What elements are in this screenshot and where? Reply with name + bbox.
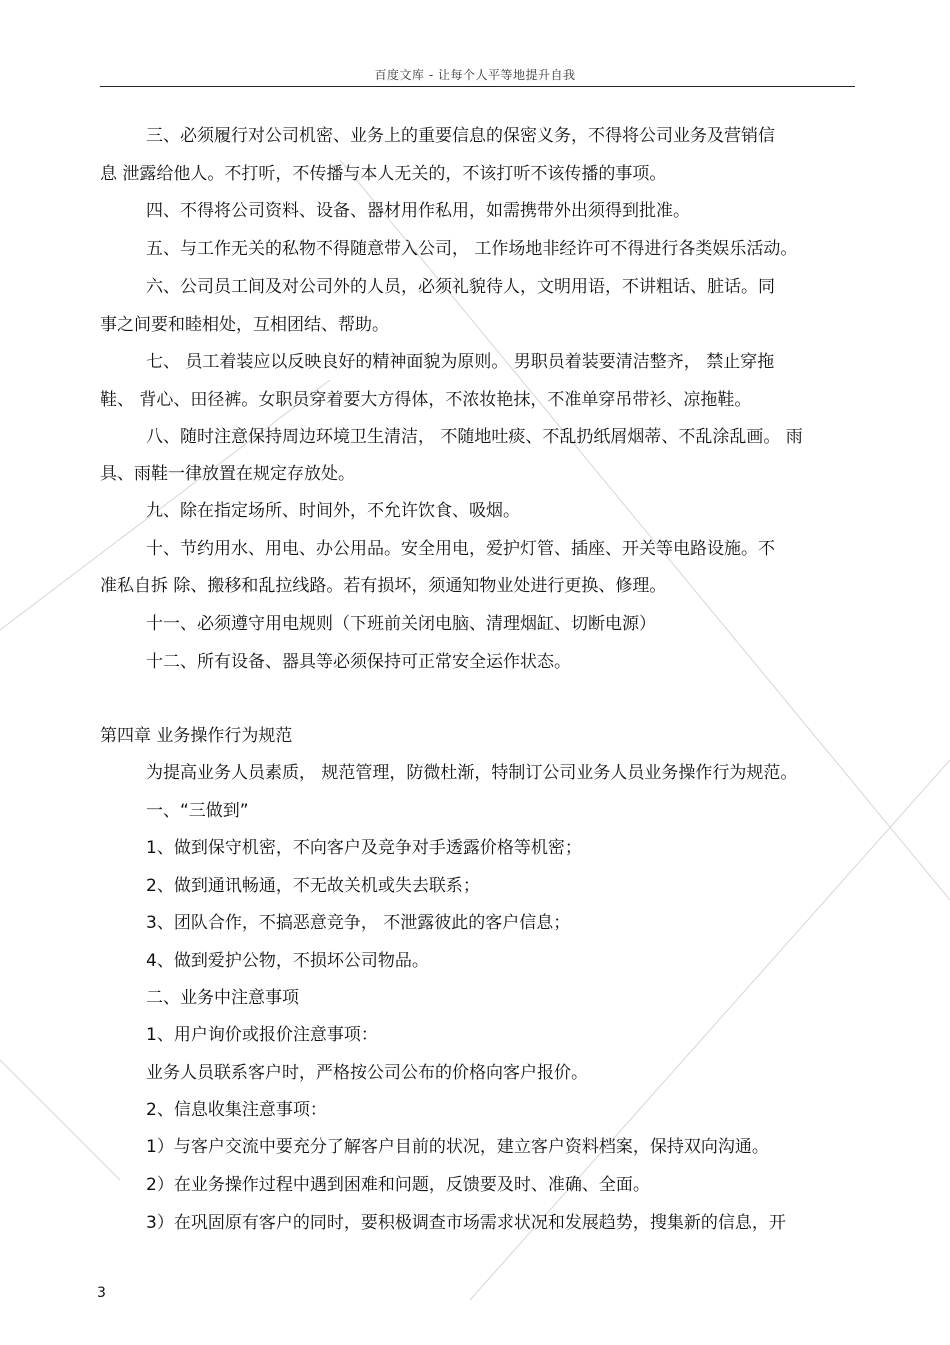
line-23: 1、用户询价或报价注意事项： <box>146 1025 378 1045</box>
line-18: 1、做到保守机密，不向客户及竞争对手透露价格等机密； <box>146 838 582 858</box>
line-24: 业务人员联系客户时，严格按公司公布的价格向客户报价。 <box>146 1063 588 1083</box>
line-14: 十二、所有设备、器具等必须保持可正常安全运作状态。 <box>146 652 571 672</box>
line-4: 六、公司员工间及对公司外的人员，必须礼貌待人，文明用语，不讲粗话、脏话。同 <box>146 277 775 297</box>
line-26: 1）与客户交流中要充分了解客户目前的状况，建立客户资料档案，保持双向沟通。 <box>146 1137 769 1157</box>
header-rule <box>100 86 855 87</box>
line-11: 十、节约用水、用电、办公用品。安全用电，爱护灯管、插座、开关等电路设施。不 <box>146 539 775 559</box>
line-16: 为提高业务人员素质， 规范管理，防微杜渐，特制订公司业务人员业务操作行为规范。 <box>146 763 798 783</box>
line-10: 九、除在指定场所、时间外，不允许饮食、吸烟。 <box>146 501 520 521</box>
line-7: 鞋、 背心、田径裤。女职员穿着要大方得体，不浓妆艳抹，不准单穿吊带衫、凉拖鞋。 <box>100 390 752 410</box>
line-19: 2、做到通讯畅通，不无故关机或失去联系； <box>146 876 480 896</box>
page-header: 百度文库 - 让每个人平等地提升自我 <box>374 68 576 82</box>
line-13: 十一、必须遵守用电规则（下班前关闭电脑、清理烟缸、切断电源） <box>146 614 656 634</box>
line-0: 三、必须履行对公司机密、业务上的重要信息的保密义务，不得将公司业务及营销信 <box>146 126 775 146</box>
line-22: 二、业务中注意事项 <box>146 988 299 1008</box>
line-17: 一、“三做到” <box>146 801 249 821</box>
line-1: 息 泄露给他人。不打听，不传播与本人无关的，不该打听不该传播的事项。 <box>100 164 667 184</box>
line-8: 八、随时注意保持周边环境卫生清洁， 不随地吐痰、不乱扔纸屑烟蒂、不乱涂乱画。 雨 <box>146 427 803 447</box>
line-6: 七、 员工着装应以反映良好的精神面貌为原则。 男职员着装要清洁整齐， 禁止穿拖 <box>146 352 775 372</box>
line-3: 五、与工作无关的私物不得随意带入公司， 工作场地非经许可不得进行各类娱乐活动。 <box>146 239 798 259</box>
line-2: 四、不得将公司资料、设备、器材用作私用，如需携带外出须得到批准。 <box>146 201 690 221</box>
chapter-heading: 第四章 业务操作行为规范 <box>100 726 293 746</box>
line-27: 2）在业务操作过程中遇到困难和问题，反馈要及时、准确、全面。 <box>146 1175 650 1195</box>
page-number: 3 <box>97 1285 106 1301</box>
line-9: 具、雨鞋一律放置在规定存放处。 <box>100 464 355 484</box>
line-21: 4、做到爱护公物，不损坏公司物品。 <box>146 951 429 971</box>
line-12: 准私自拆 除、搬移和乱拉线路。若有损坏，须通知物业处进行更换、修理。 <box>100 576 667 596</box>
line-28: 3）在巩固原有客户的同时，要积极调查市场需求状况和发展趋势，搜集新的信息，开 <box>146 1213 786 1233</box>
line-25: 2、信息收集注意事项： <box>146 1100 327 1120</box>
line-5: 事之间要和睦相处，互相团结、帮助。 <box>100 315 389 335</box>
line-20: 3、团队合作，不搞恶意竞争， 不泄露彼此的客户信息； <box>146 913 571 933</box>
